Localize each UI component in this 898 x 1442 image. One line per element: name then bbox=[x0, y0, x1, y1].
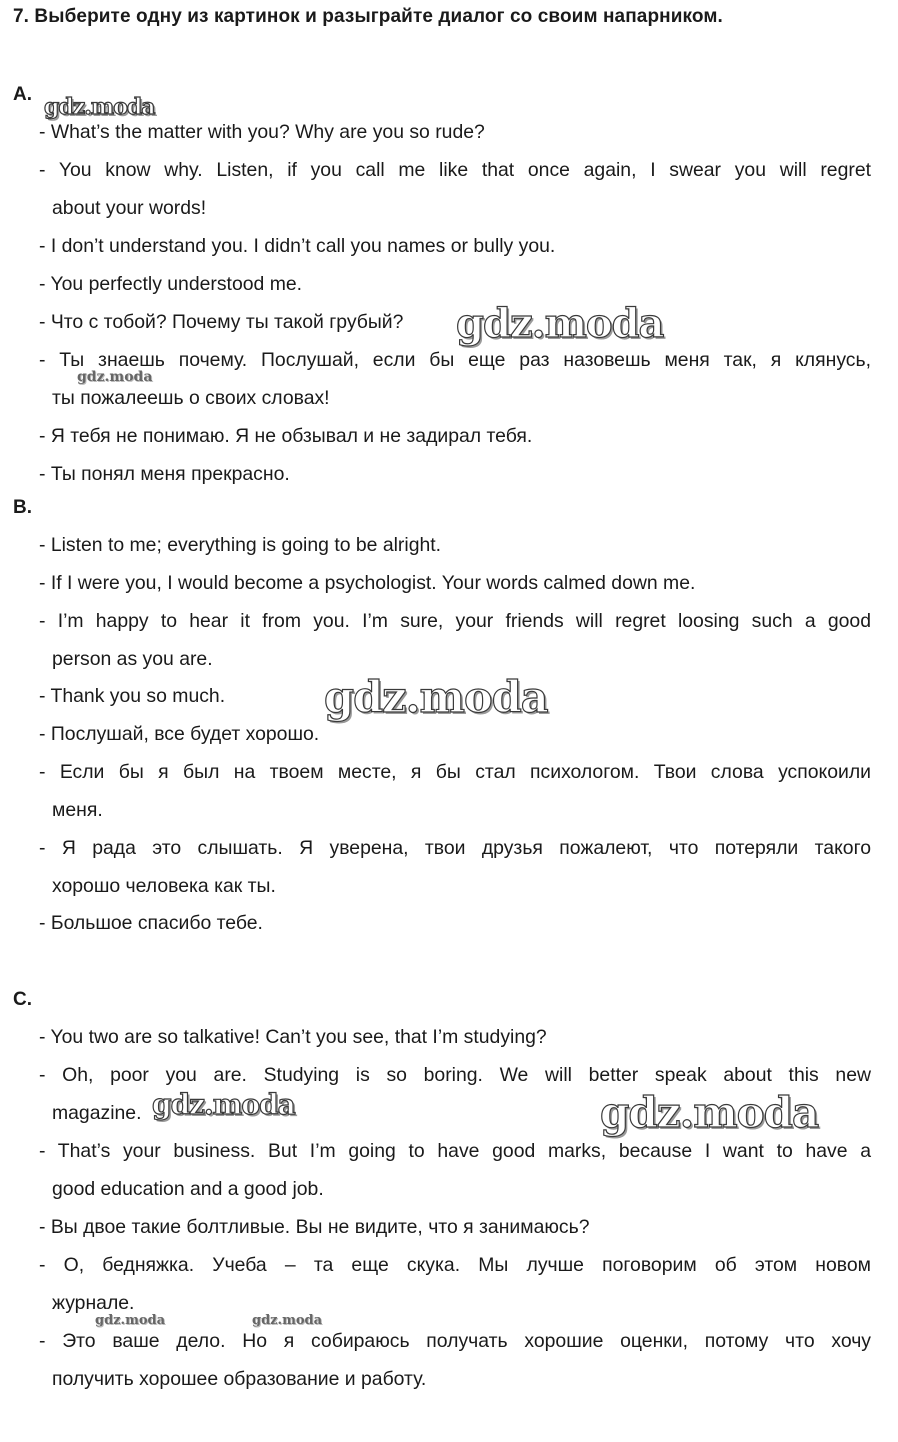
dialog-line-continuation: ты пожалеешь о своих словах! bbox=[52, 387, 330, 409]
dialog-line: - I don’t understand you. I didn’t call you names or bully you. bbox=[39, 235, 556, 257]
watermark-logo: gdz.moda bbox=[252, 1313, 323, 1328]
dialog-line-continuation: хорошо человека как ты. bbox=[52, 875, 276, 897]
dialog-line: - You two are so talkative! Can’t you see, that I’m studying? bbox=[39, 1026, 547, 1048]
dialog-line: - If I were you, I would become a psychologist. Your words calmed down me. bbox=[39, 572, 696, 594]
watermark-logo: gdz.moda bbox=[77, 369, 153, 385]
dialog-line: - Ты знаешь почему. Послушай, если бы еще раз назовешь меня так, я клянусь, bbox=[39, 349, 871, 371]
dialog-line: - Вы двое такие болтливые. Вы не видите, что я занимаюсь? bbox=[39, 1216, 590, 1238]
dialog-line: - You perfectly understood me. bbox=[39, 273, 303, 295]
dialog-line: - Oh, poor you are. Studying is so boring. We will better speak about this new bbox=[39, 1064, 871, 1086]
dialog-line-continuation: журнале. bbox=[52, 1292, 135, 1314]
dialog-line: - Listen to me; everything is going to be alright. bbox=[39, 534, 442, 556]
dialog-line: - О, бедняжка. Учеба – та еще скука. Мы лучше поговорим об этом новом bbox=[39, 1254, 871, 1276]
dialog-line: - Это ваше дело. Но я собираюсь получать хорошие оценки, потому что хочу bbox=[39, 1330, 871, 1352]
dialog-line: - Thank you so much. bbox=[39, 685, 226, 707]
watermark-logo: gdz.moda bbox=[600, 1088, 819, 1137]
dialog-line-continuation: magazine. bbox=[52, 1102, 142, 1124]
dialog-line: - Если бы я был на твоем месте, я бы стал психологом. Твои слова успокоили bbox=[39, 761, 871, 783]
watermark-logo: gdz.moda bbox=[95, 1313, 166, 1328]
dialog-line-continuation: person as you are. bbox=[52, 648, 213, 670]
task-title: 7. Выберите одну из картинок и разыграйте диалог со своим напарником. bbox=[13, 6, 723, 27]
dialog-line-continuation: меня. bbox=[52, 799, 103, 821]
watermark-logo: gdz.moda bbox=[456, 300, 664, 347]
section-label-c: C. bbox=[13, 989, 32, 1010]
dialog-line: - Я рада это слышать. Я уверена, твои друзья пожалеют, что потеряли такого bbox=[39, 837, 871, 859]
dialog-line-continuation: about your words! bbox=[52, 197, 207, 219]
dialog-line: - Послушай, все будет хорошо. bbox=[39, 723, 320, 745]
dialog-line: - You know why. Listen, if you call me like that once again, I swear you will regret bbox=[39, 159, 871, 181]
watermark-logo: gdz.moda bbox=[324, 673, 548, 723]
dialog-line-continuation: получить хорошее образование и работу. bbox=[52, 1368, 427, 1390]
dialog-line: - Ты понял меня прекрасно. bbox=[39, 463, 290, 485]
dialog-line: - I’m happy to hear it from you. I’m sure, your friends will regret loosing such a good bbox=[39, 610, 871, 632]
watermark-logo: gdz.moda bbox=[44, 94, 155, 120]
dialog-line: - Я тебя не понимаю. Я не обзывал и не задирал тебя. bbox=[39, 425, 533, 447]
dialog-line-continuation: good education and a good job. bbox=[52, 1178, 324, 1200]
section-label-a: A. bbox=[13, 84, 32, 105]
dialog-line: - Что с тобой? Почему ты такой грубый? bbox=[39, 311, 404, 333]
dialog-line: - That’s your business. But I’m going to have good marks, because I want to have a bbox=[39, 1140, 871, 1162]
dialog-line: - Большое спасибо тебе. bbox=[39, 912, 263, 934]
watermark-logo: gdz.moda bbox=[152, 1088, 295, 1121]
dialog-line: - What’s the matter with you? Why are you so rude? bbox=[39, 121, 485, 143]
section-label-b: B. bbox=[13, 497, 32, 518]
